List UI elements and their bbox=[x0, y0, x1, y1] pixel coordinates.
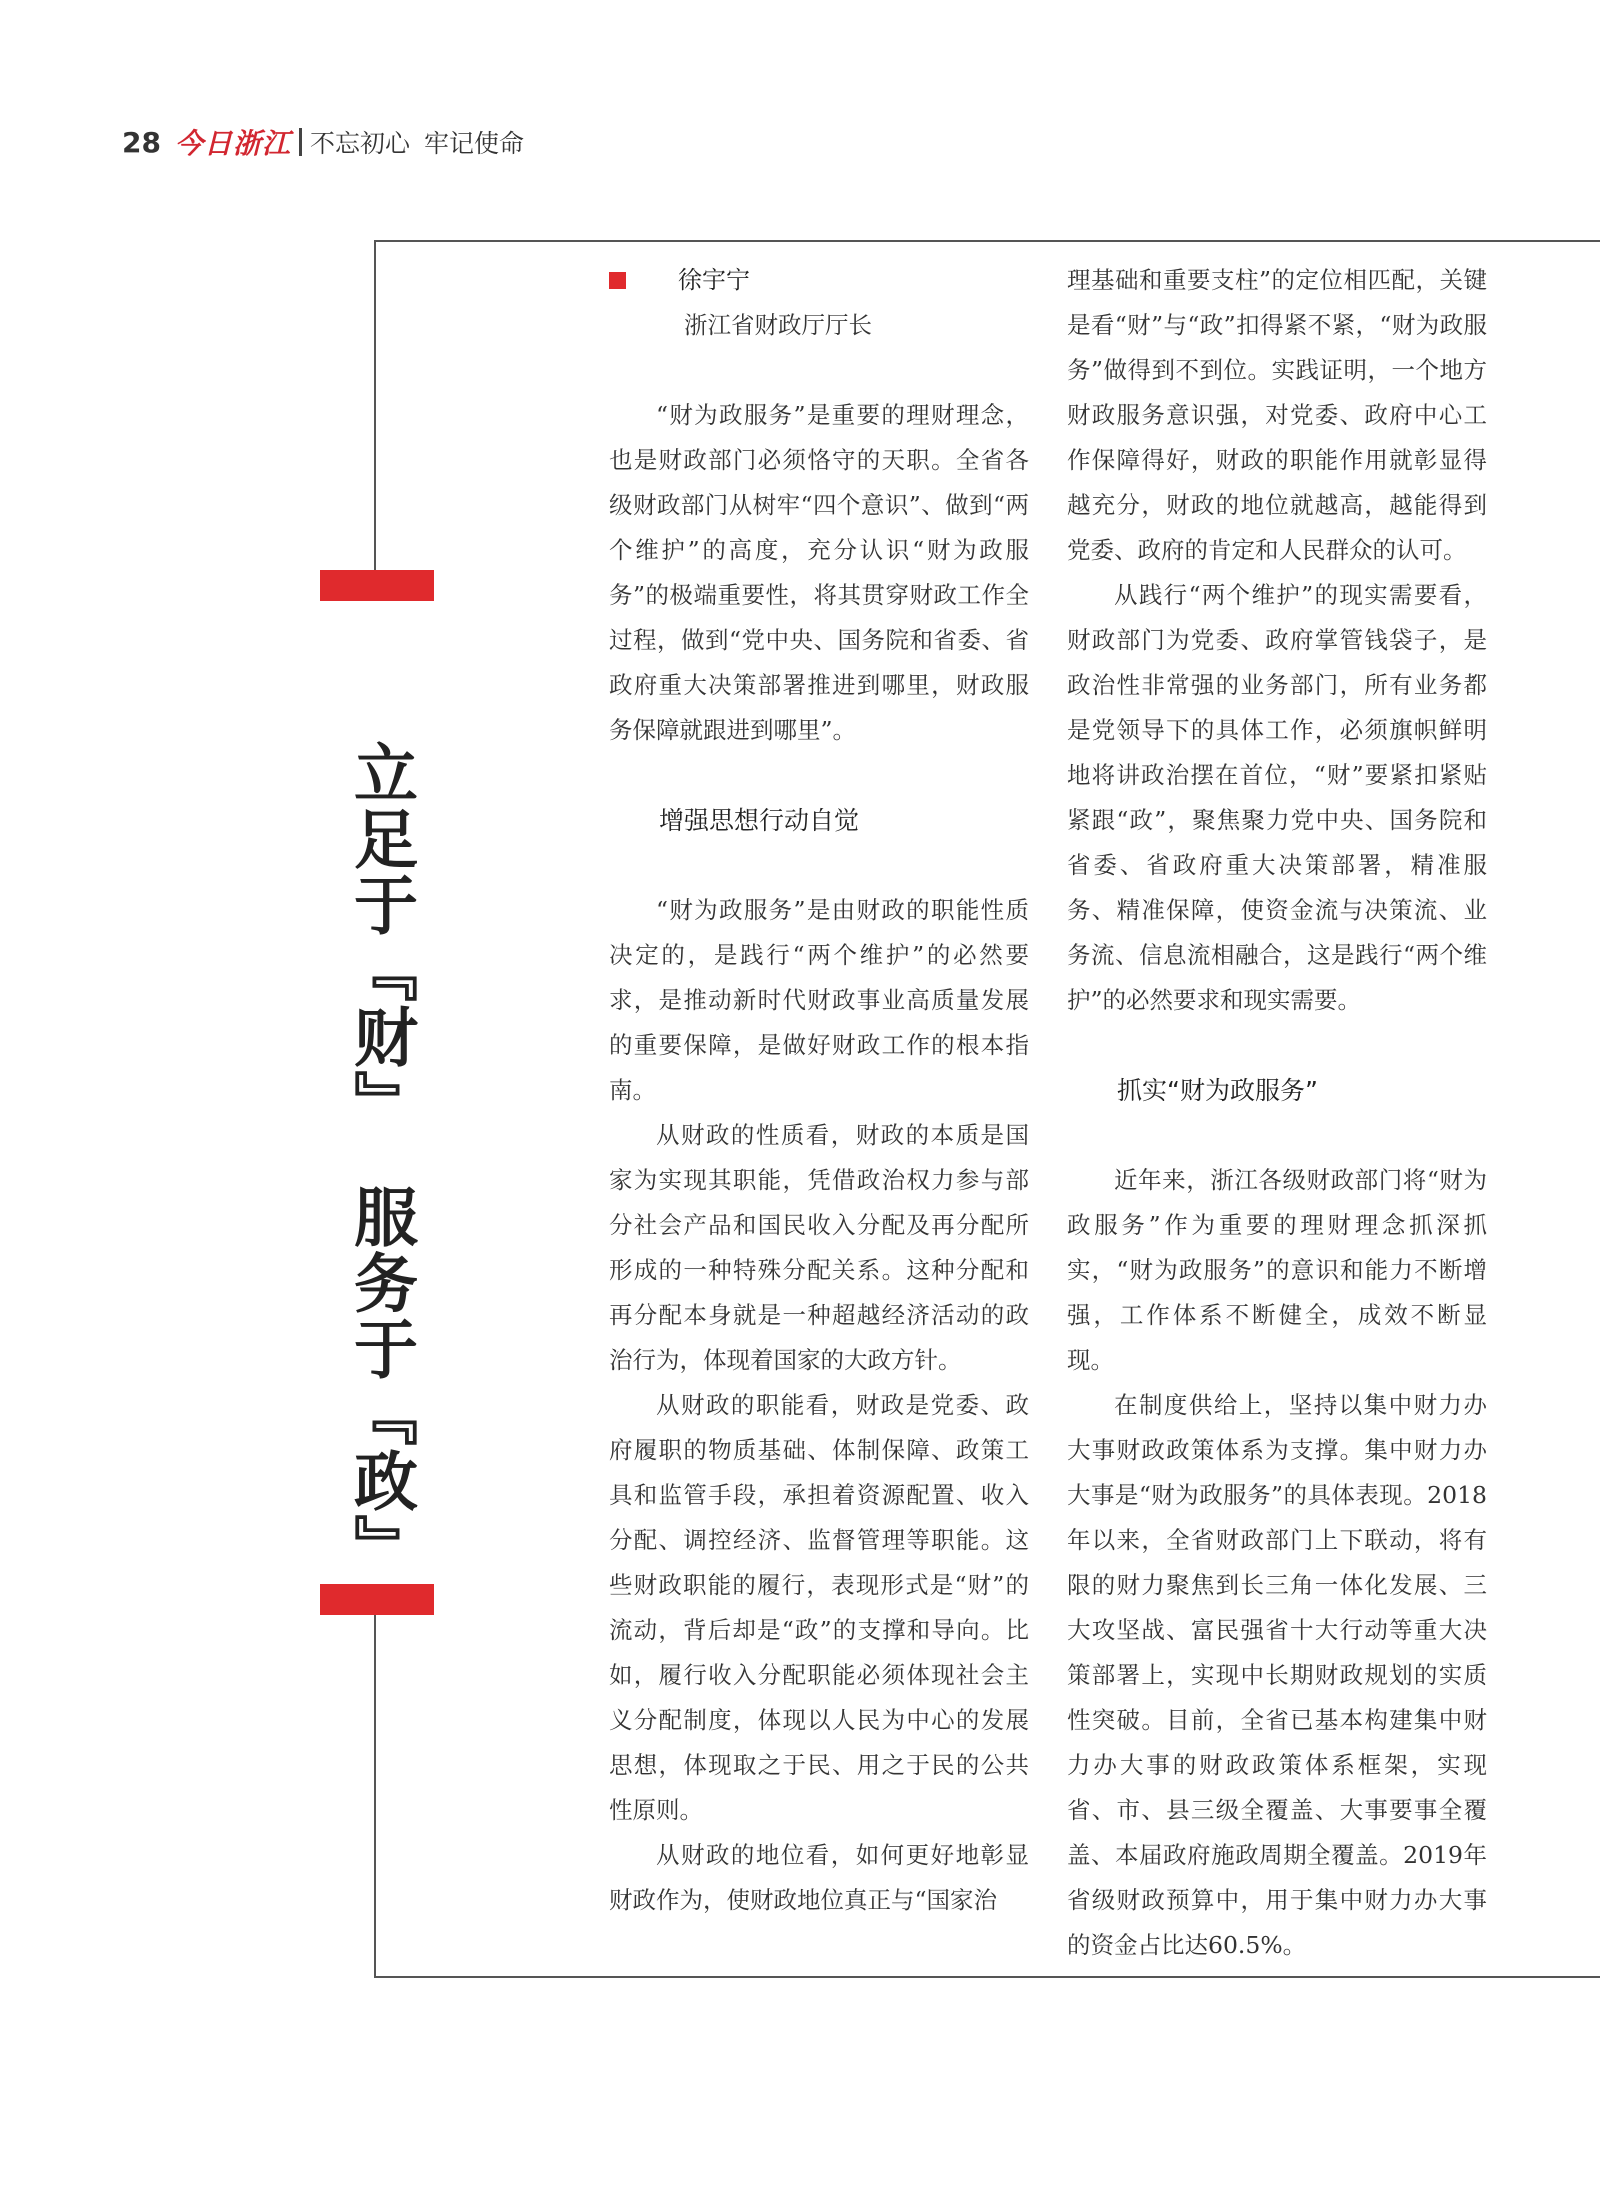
section-heading-2: 抓实“财为政服务” bbox=[1117, 1076, 1318, 1105]
slogan-part-1: 不忘初心 bbox=[309, 129, 410, 158]
red-square-icon bbox=[609, 272, 626, 289]
author-name: 徐宇宁 bbox=[678, 266, 750, 294]
page-number: 28 bbox=[122, 125, 161, 159]
paragraph: “财为政服务”是由财政的职能性质决定的，是践行“两个维护”的必然要求，是推动新时代财政事业高质量发展的重要保障，是做好财政工作的根本指南。 bbox=[609, 896, 1029, 1104]
author-byline bbox=[609, 258, 1029, 303]
section-heading-1: 增强思想行动自觉 bbox=[659, 806, 860, 835]
intro-paragraph: “财为政服务”是重要的理财理念，也是财政部门必须恪守的天职。全省各级财政部门从树牢“四个意识”、做到“两个维护”的高度，充分认识“财为政服务”的极端重要性，将其贯穿财政工作全过程，做到“党中央、国务院和省委、省政府重大决策部署推进到哪里，财政服务保障就跟进到哪里”。 bbox=[609, 401, 1029, 744]
paragraph: 从财政的性质看，财政的本质是国家为实现其职能，凭借政治权力参与部分社会产品和国民收入分配及再分配所形成的一种特殊分配关系。这种分配和再分配本身就是一种超越经济活动的政治行为，体现着国家的大政方针。 bbox=[609, 1121, 1029, 1374]
paragraph: 从财政的职能看，财政是党委、政府履职的物质基础、体制保障、政策工具和监管手段，承担着资源配置、收入分配、调控经济、监督管理等职能。这些财政职能的履行，表现形式是“财”的流动，背后却是“政”的支撑和导向。比如，履行收入分配职能必须体现社会主义分配制度，体现以人民为中心的发展思想，体现取之于民、用之于民的公共性原则。 bbox=[609, 1391, 1029, 1824]
paragraph: 从践行“两个维护”的现实需要看，财政部门为党委、政府掌管钱袋子，是政治性非常强的业务部门，所有业务都是党领导下的具体工作，必须旗帜鲜明地将讲政治摆在首位，“财”要紧扣紧贴紧跟“政”，聚焦聚力党中央、国务院和省委、省政府重大决策部署，精准服务、精准保障，使资金流与决策流、业务流、信息流相融合，这是践行“两个维护”的必然要求和现实需要。 bbox=[1067, 581, 1487, 1014]
page-header bbox=[122, 122, 538, 162]
author-position: 浙江省财政厅厅长 bbox=[684, 311, 872, 339]
frame-top-rule bbox=[374, 240, 1600, 242]
paragraph: 近年来，浙江各级财政部门将“财为政服务”作为重要的理财理念抓深抓实，“财为政服务”的意识和能力不断增强，工作体系不断健全，成效不断显现。 bbox=[1067, 1166, 1487, 1374]
paragraph: 从财政的地位看，如何更好地彰显财政作为，使财政地位真正与“国家治 bbox=[609, 1841, 1029, 1914]
paragraph: 在制度供给上，坚持以集中财力办大事财政政策体系为支撑。集中财力办大事是“财为政服务”的具体表现。2018年以来，全省财政部门上下联动，将有限的财力聚焦到长三角一体化发展、三大攻坚战、富民强省十大行动等重大决策部署上，实现中长期财政规划的实质性突破。目前，全省已基本构建集中财力办大事的财政政策体系框架，实现省、市、县三级全覆盖、大事要事全覆盖、本届政府施政周期全覆盖。2019年省级财政预算中，用于集中财力办大事的资金占比达60.5%。 bbox=[1067, 1391, 1487, 1959]
paragraph-continued: 理基础和重要支柱”的定位相匹配，关键是看“财”与“政”扣得紧不紧，“财为政服务”做得到不到位。实践证明，一个地方财政服务意识强，对党委、政府中心工作保障得好，财政的职能作用就彰显得越充分，财政的地位就越高，越能得到党委、政府的肯定和人民群众的认可。 bbox=[1067, 266, 1487, 564]
red-accent-bar-top bbox=[320, 570, 434, 601]
title-part-1: 立足于『财』 bbox=[343, 740, 418, 1136]
red-accent-bar-bottom bbox=[320, 1584, 434, 1615]
frame-bottom-rule bbox=[374, 1976, 1600, 1978]
text-column-right bbox=[1067, 258, 1487, 1968]
article-title bbox=[340, 740, 420, 1580]
frame-left-rule-lower bbox=[374, 1610, 376, 1977]
slogan-part-2: 牢记使命 bbox=[424, 129, 525, 158]
magazine-logo: 今日浙江 bbox=[174, 127, 291, 160]
header-slogan bbox=[310, 124, 538, 160]
header-divider bbox=[299, 128, 302, 156]
title-part-2: 服务于『政』 bbox=[343, 1184, 418, 1580]
text-column-left bbox=[609, 258, 1029, 1923]
frame-left-rule-upper bbox=[374, 240, 376, 570]
